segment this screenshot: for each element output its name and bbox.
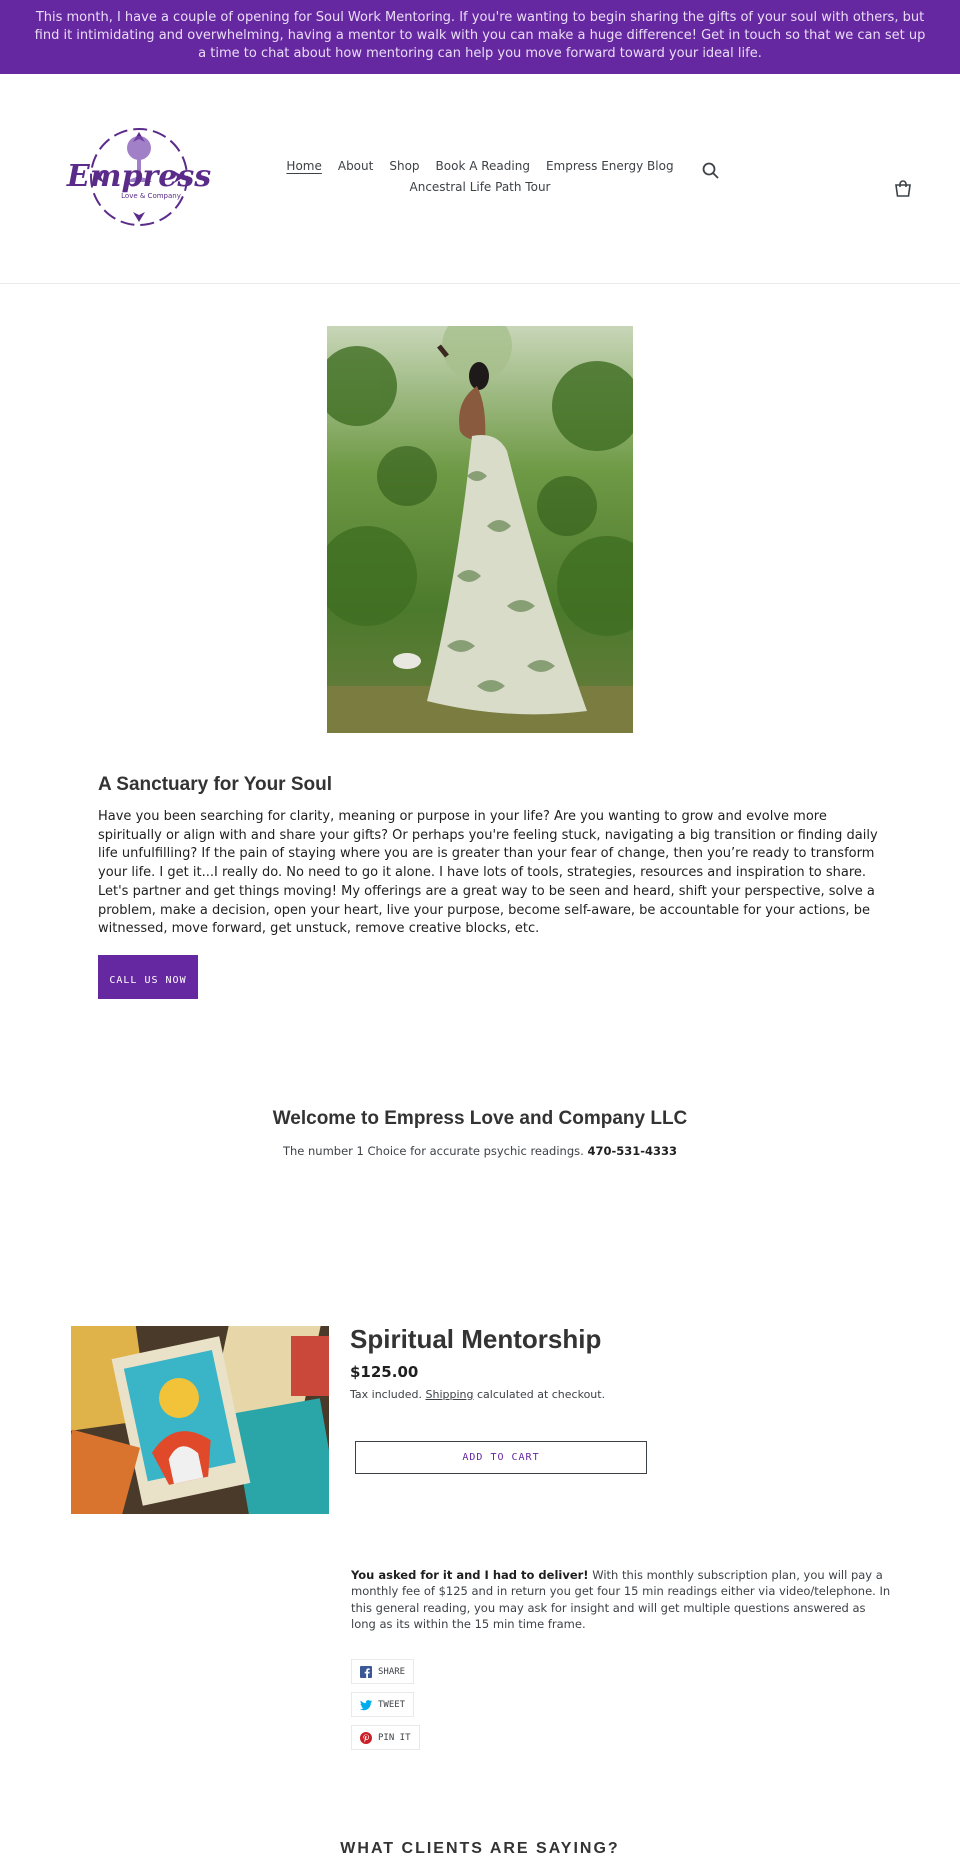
tax-note: Tax included. Shipping calculated at checkout. (350, 1388, 606, 1401)
nav-about[interactable]: About (337, 159, 374, 173)
pinterest-icon (360, 1732, 372, 1744)
announcement-text: This month, I have a couple of opening for Soul Work Mentoring. If you're wanting to begin sharing the gifts of your soul with others, but find it intimidating and overwhelming, having a mentor to walk with you can make a huge difference! Get in touch so that we can set up a time to chat about how mentoring can help you move forward toward your ideal life. (34, 10, 926, 61)
welcome-text (0, 1144, 960, 1158)
welcome-tagline: The number 1 Choice for accurate psychic readings. (282, 1144, 584, 1158)
product-price: $125.00 (350, 1363, 419, 1381)
site-header (0, 74, 960, 284)
empress-logo-icon (44, 82, 234, 272)
main-nav (270, 156, 690, 198)
share-facebook-button[interactable] (351, 1659, 414, 1684)
hero-image (327, 326, 633, 733)
product-image[interactable] (71, 1326, 329, 1514)
svg-text:Love & Company: Love & Company (121, 192, 181, 200)
nav-shop[interactable]: Shop (389, 159, 420, 173)
add-to-cart-button[interactable]: ADD TO CART (355, 1441, 647, 1474)
product-description: You asked for it and I had to deliver! With this monthly subscription plan, you will pay a monthly fee of $125 and in return you get four 15 min readings either via video/telephone. In this general reading, you may ask for insight and will get multiple questions answered as long as its within the 15 min time frame. (351, 1568, 891, 1632)
twitter-icon (360, 1699, 372, 1711)
sanctuary-text: Have you been searching for clarity, meaning or purpose in your life? Are you wanting to grow and evolve more spiritually or align with and share your gifts? Or perhaps you're feeling stuck, navigating a big transition or finding daily life unfulfilling? If the pain of staying where you are is greater than your fear of change, then you’re ready to transform your life. I get it...I really do. No need to go it alone. I have lots of tools, strategies, resources and inspiration to share. Let's partner and get things moving! My offerings are a great way to be seen and heard, shift your perspective, solve a problem, make a decision, open your heart, live your purpose, become self-aware, be accountable for your actions, be witnessed, move forward, get unstuck, remove creative blocks, etc. (98, 809, 878, 937)
nav-book-a-reading[interactable]: Book A Reading (435, 159, 530, 173)
cart-icon (892, 178, 914, 200)
search-button[interactable] (700, 160, 722, 182)
product-title: Spiritual Mentorship (350, 1324, 602, 1354)
nav-empress-energy-blog[interactable]: Empress Energy Blog (545, 159, 674, 173)
announcement-bar (0, 0, 960, 74)
share-pinterest-button[interactable] (351, 1725, 420, 1750)
svg-text:Empress: Empress (66, 159, 212, 194)
pin-label: PIN IT (378, 1732, 411, 1743)
share-twitter-button[interactable] (351, 1692, 414, 1717)
cart-button[interactable] (892, 178, 914, 200)
site-logo[interactable] (44, 82, 234, 272)
sanctuary-title: A Sanctuary for Your Soul (98, 774, 333, 795)
description-lead: You asked for it and I had to deliver! (351, 1568, 589, 1582)
welcome-title: Welcome to Empress Love and Company LLC (272, 1108, 688, 1129)
shipping-link[interactable]: Shipping (425, 1388, 474, 1401)
woman-in-garden-photo (327, 326, 633, 733)
testimonials-title: WHAT CLIENTS ARE SAYING? (340, 1840, 620, 1857)
phone-number[interactable]: 470-531-4333 (587, 1144, 678, 1158)
share-label: SHARE (378, 1666, 406, 1677)
tarot-cards-photo (71, 1326, 329, 1514)
nav-home[interactable]: Home (286, 159, 322, 173)
tweet-label: TWEET (378, 1699, 406, 1710)
call-us-now-button[interactable]: CALL US NOW (98, 955, 198, 999)
nav-ancestral-life-path-tour[interactable]: Ancestral Life Path Tour (409, 180, 551, 194)
facebook-icon (360, 1666, 372, 1678)
search-icon (700, 160, 722, 182)
